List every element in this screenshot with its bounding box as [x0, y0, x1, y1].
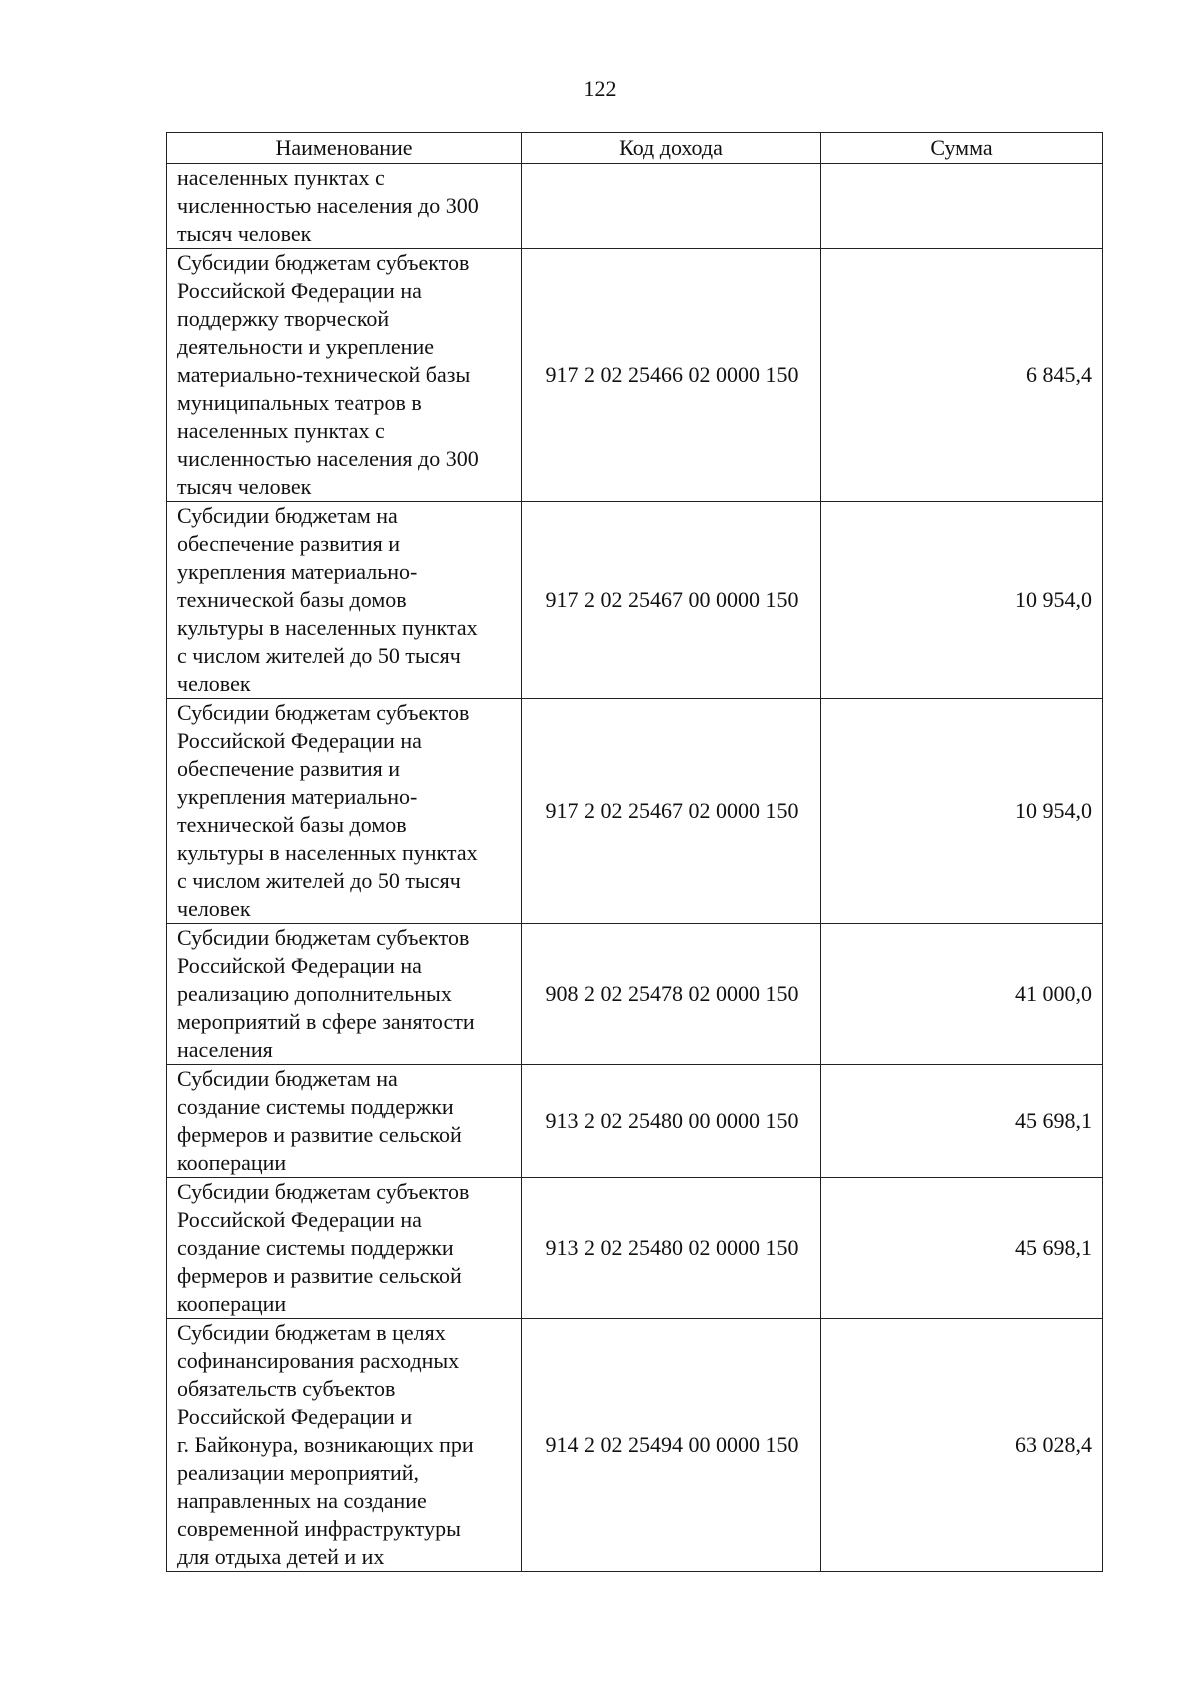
row-sum-cell: 10 954,0	[821, 502, 1103, 699]
row-code-cell: 913 2 02 25480 02 0000 150	[522, 1178, 821, 1319]
row-sum-cell: 10 954,0	[821, 699, 1103, 924]
row-name-cell: Субсидии бюджетам субъектов Российской Федерации на создание системы поддержки фермеров и развитие сельской кооперации	[167, 1178, 522, 1319]
table-row	[167, 164, 1103, 249]
row-code-cell: 917 2 02 25467 00 0000 150	[522, 502, 821, 699]
row-sum-cell: 63 028,4	[821, 1319, 1103, 1572]
row-sum-cell: 45 698,1	[821, 1065, 1103, 1178]
row-name-cell: Субсидии бюджетам на обеспечение развития и укрепления материально- технической базы домов культуры в населенных пунктах с числом жителей до 50 тысяч человек	[167, 502, 522, 699]
table-header-row	[167, 133, 1103, 164]
row-code-cell: 913 2 02 25480 00 0000 150	[522, 1065, 821, 1178]
page-number: 122	[583, 76, 617, 101]
table-row	[167, 699, 1103, 924]
row-code-cell: 908 2 02 25478 02 0000 150	[522, 924, 821, 1065]
column-header-sum: Сумма	[821, 133, 1103, 164]
row-name-cell: Субсидии бюджетам на создание системы поддержки фермеров и развитие сельской кооперации	[167, 1065, 522, 1178]
row-sum-cell: 45 698,1	[821, 1178, 1103, 1319]
row-code-cell: 914 2 02 25494 00 0000 150	[522, 1319, 821, 1572]
row-name-cell: Субсидии бюджетам субъектов Российской Федерации на обеспечение развития и укрепления материально- технической базы домов культуры в населенных пунктах с числом жителей до 50 тысяч человек	[167, 699, 522, 924]
row-code-cell: 917 2 02 25466 02 0000 150	[522, 249, 821, 502]
table-row	[167, 1319, 1103, 1572]
row-code-cell	[522, 164, 821, 249]
revenue-table	[166, 132, 1103, 1572]
row-name-cell: Субсидии бюджетам в целях софинансирования расходных обязательств субъектов Российской Федерации и г. Байконура, возникающих при реализации мероприятий, направленных на создание современной инфраструктуры для отдыха детей и их	[167, 1319, 522, 1572]
column-header-code: Код дохода	[522, 133, 821, 164]
row-sum-cell: 41 000,0	[821, 924, 1103, 1065]
table-row	[167, 1178, 1103, 1319]
row-name-cell: Субсидии бюджетам субъектов Российской Федерации на реализацию дополнительных мероприятий в сфере занятости населения	[167, 924, 522, 1065]
row-name-cell: Субсидии бюджетам субъектов Российской Федерации на поддержку творческой деятельности и укрепление материально-технической базы муниципальных театров в населенных пунктах с численностью населения до 300 тысяч человек	[167, 249, 522, 502]
table-row	[167, 924, 1103, 1065]
table-row	[167, 502, 1103, 699]
row-sum-cell	[821, 164, 1103, 249]
row-sum-cell: 6 845,4	[821, 249, 1103, 502]
row-code-cell: 917 2 02 25467 02 0000 150	[522, 699, 821, 924]
table-row	[167, 249, 1103, 502]
table-row	[167, 1065, 1103, 1178]
column-header-name: Наименование	[167, 133, 522, 164]
row-name-cell: населенных пунктах с численностью населения до 300 тысяч человек	[167, 164, 522, 249]
